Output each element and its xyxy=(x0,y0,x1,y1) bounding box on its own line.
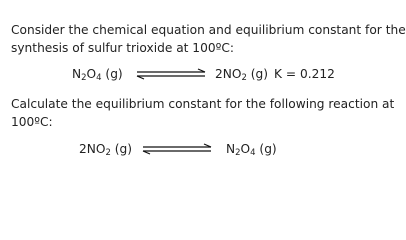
reaction1-product: $2NO_2$ (g) xyxy=(215,67,269,83)
target-reaction xyxy=(0,139,350,159)
intro-text-line-1: Consider the chemical equation and equilibrium constant for the xyxy=(11,23,406,37)
prompt-text-line-1: Calculate the equilibrium constant for the following reaction at xyxy=(11,97,395,111)
reaction2-product: $N_2O_4$ (g) xyxy=(226,142,277,158)
equilibrium-constant-value: K = 0.212 xyxy=(274,67,335,81)
equilibrium-arrow-icon xyxy=(142,144,212,154)
equilibrium-arrow-icon xyxy=(136,69,206,79)
reaction2-reactant: $2NO_2$ (g) xyxy=(79,142,133,158)
prompt-text-line-2: 100ºC: xyxy=(11,115,53,129)
reaction1-reactant: $N_2O_4$ (g) xyxy=(72,67,123,83)
given-reaction xyxy=(0,64,350,84)
intro-text-line-2: synthesis of sulfur trioxide at 100ºC: xyxy=(11,41,234,55)
